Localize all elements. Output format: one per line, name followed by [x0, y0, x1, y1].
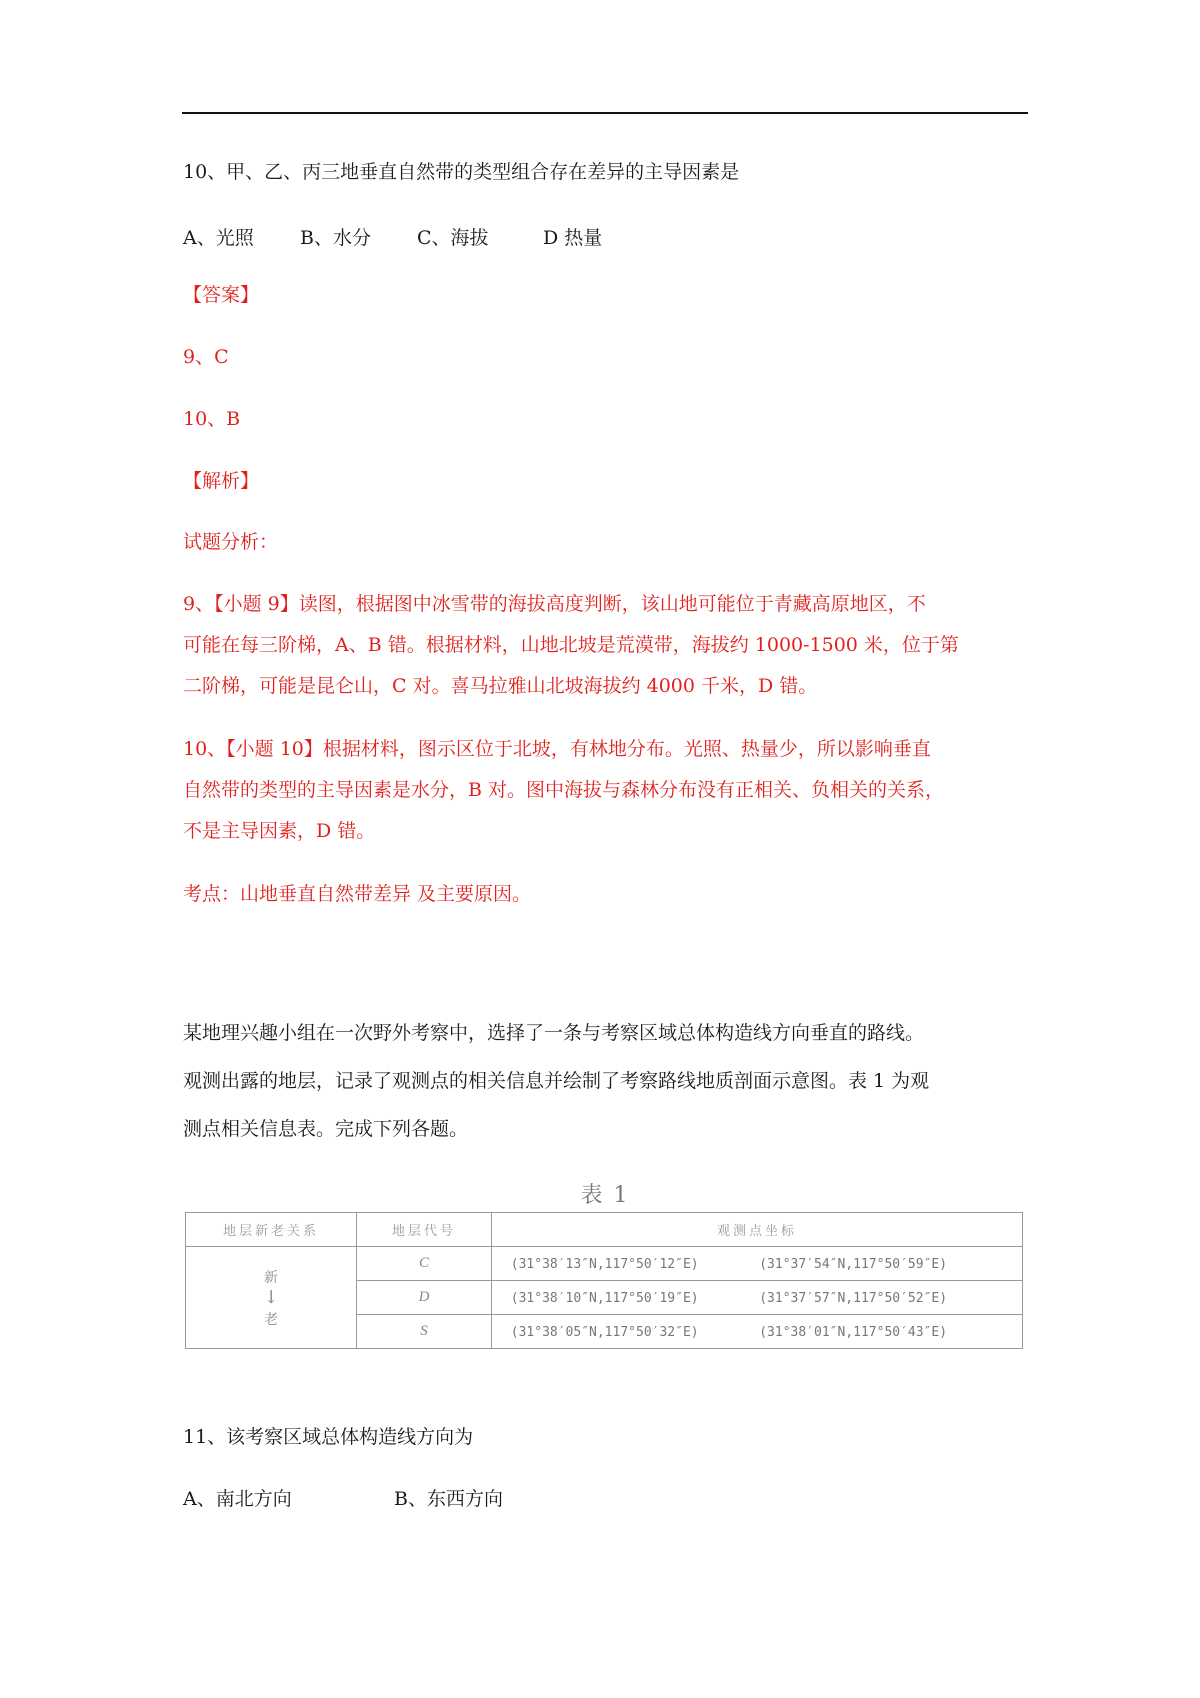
- age-cell: [186, 1247, 357, 1349]
- question-11-text: 11、该考察区域总体构造线方向为: [183, 1426, 474, 1448]
- question-10-text: 10、甲、乙、丙三地垂直自然带的类型组合存在差异的主导因素是: [183, 161, 740, 183]
- row-code: C: [357, 1247, 492, 1281]
- row-coords: [492, 1281, 1023, 1315]
- age-new-label: 新: [264, 1269, 278, 1286]
- coord-2: (31°37′57″N,117°50′52″E): [759, 1290, 948, 1306]
- row-coords: [492, 1247, 1023, 1281]
- question-11-options: [183, 1487, 783, 1511]
- row-code: D: [357, 1281, 492, 1315]
- coord-1: (31°38′10″N,117°50′19″E): [510, 1290, 699, 1306]
- analysis-q10-line: 不是主导因素，D 错。: [183, 820, 376, 842]
- question-10-options: [183, 226, 783, 250]
- answer-10: 10、B: [183, 408, 241, 430]
- row-code: S: [357, 1315, 492, 1349]
- option-a: A、南北方向: [183, 1488, 292, 1510]
- coord-1: (31°38′05″N,117°50′32″E): [510, 1324, 699, 1340]
- table-1-figure: [185, 1178, 1025, 1378]
- analysis-q9-line: 二阶梯，可能是昆仑山，C 对。喜马拉雅山北坡海拔约 4000 千米，D 错。: [183, 675, 818, 697]
- passage-line: 观测出露的地层，记录了观测点的相关信息并绘制了考察路线地质剖面示意图。表 1 为观: [183, 1070, 930, 1092]
- row-coords: [492, 1315, 1023, 1349]
- table-caption: 表 1: [580, 1183, 630, 1208]
- coord-1: (31°38′13″N,117°50′12″E): [510, 1256, 699, 1272]
- option-c: C、海拔: [417, 227, 489, 249]
- option-d: D 热量: [543, 227, 603, 249]
- answer-9: 9、C: [183, 346, 229, 368]
- coord-2: (31°37′54″N,117°50′59″E): [759, 1256, 948, 1272]
- option-a: A、光照: [183, 227, 254, 249]
- header-code: 地层代号: [357, 1213, 492, 1247]
- option-b: B、水分: [300, 227, 371, 249]
- analysis-intro: 试题分析：: [183, 531, 279, 553]
- option-b: B、东西方向: [394, 1488, 503, 1510]
- table-row: [186, 1247, 1023, 1281]
- analysis-q9-line: 9、【小题 9】读图，根据图中冰雪带的海拔高度判断，该山地可能位于青藏高原地区，不: [183, 593, 926, 615]
- passage-line: 测点相关信息表。完成下列各题。: [183, 1118, 469, 1140]
- analysis-q9-line: 可能在每三阶梯，A、B 错。根据材料，山地北坡是荒漠带，海拔约 1000-1500 米，位于第: [183, 634, 959, 656]
- header-age: 地层新老关系: [186, 1213, 357, 1247]
- kaodian: 考点：山地垂直自然带差异 及主要原因。: [183, 883, 532, 905]
- analysis-heading: 【解析】: [183, 470, 260, 492]
- answer-heading: 【答案】: [183, 284, 260, 306]
- coord-2: (31°38′01″N,117°50′43″E): [759, 1324, 948, 1340]
- header-coord: 观测点坐标: [492, 1213, 1023, 1247]
- analysis-q10-line: 10、【小题 10】根据材料，图示区位于北坡，有林地分布。光照、热量少，所以影响垂直: [183, 738, 931, 760]
- arrow-down-icon: ↓: [263, 1286, 279, 1308]
- header-rule: [182, 112, 1028, 114]
- table-1: [185, 1212, 1023, 1349]
- table-header-row: [186, 1213, 1023, 1247]
- analysis-q10-line: 自然带的类型的主导因素是水分，B 对。图中海拔与森林分布没有正相关、负相关的关系，: [183, 779, 945, 801]
- passage-line: 某地理兴趣小组在一次野外考察中，选择了一条与考察区域总体构造线方向垂直的路线。: [183, 1022, 925, 1044]
- age-old-label: 老: [264, 1311, 278, 1328]
